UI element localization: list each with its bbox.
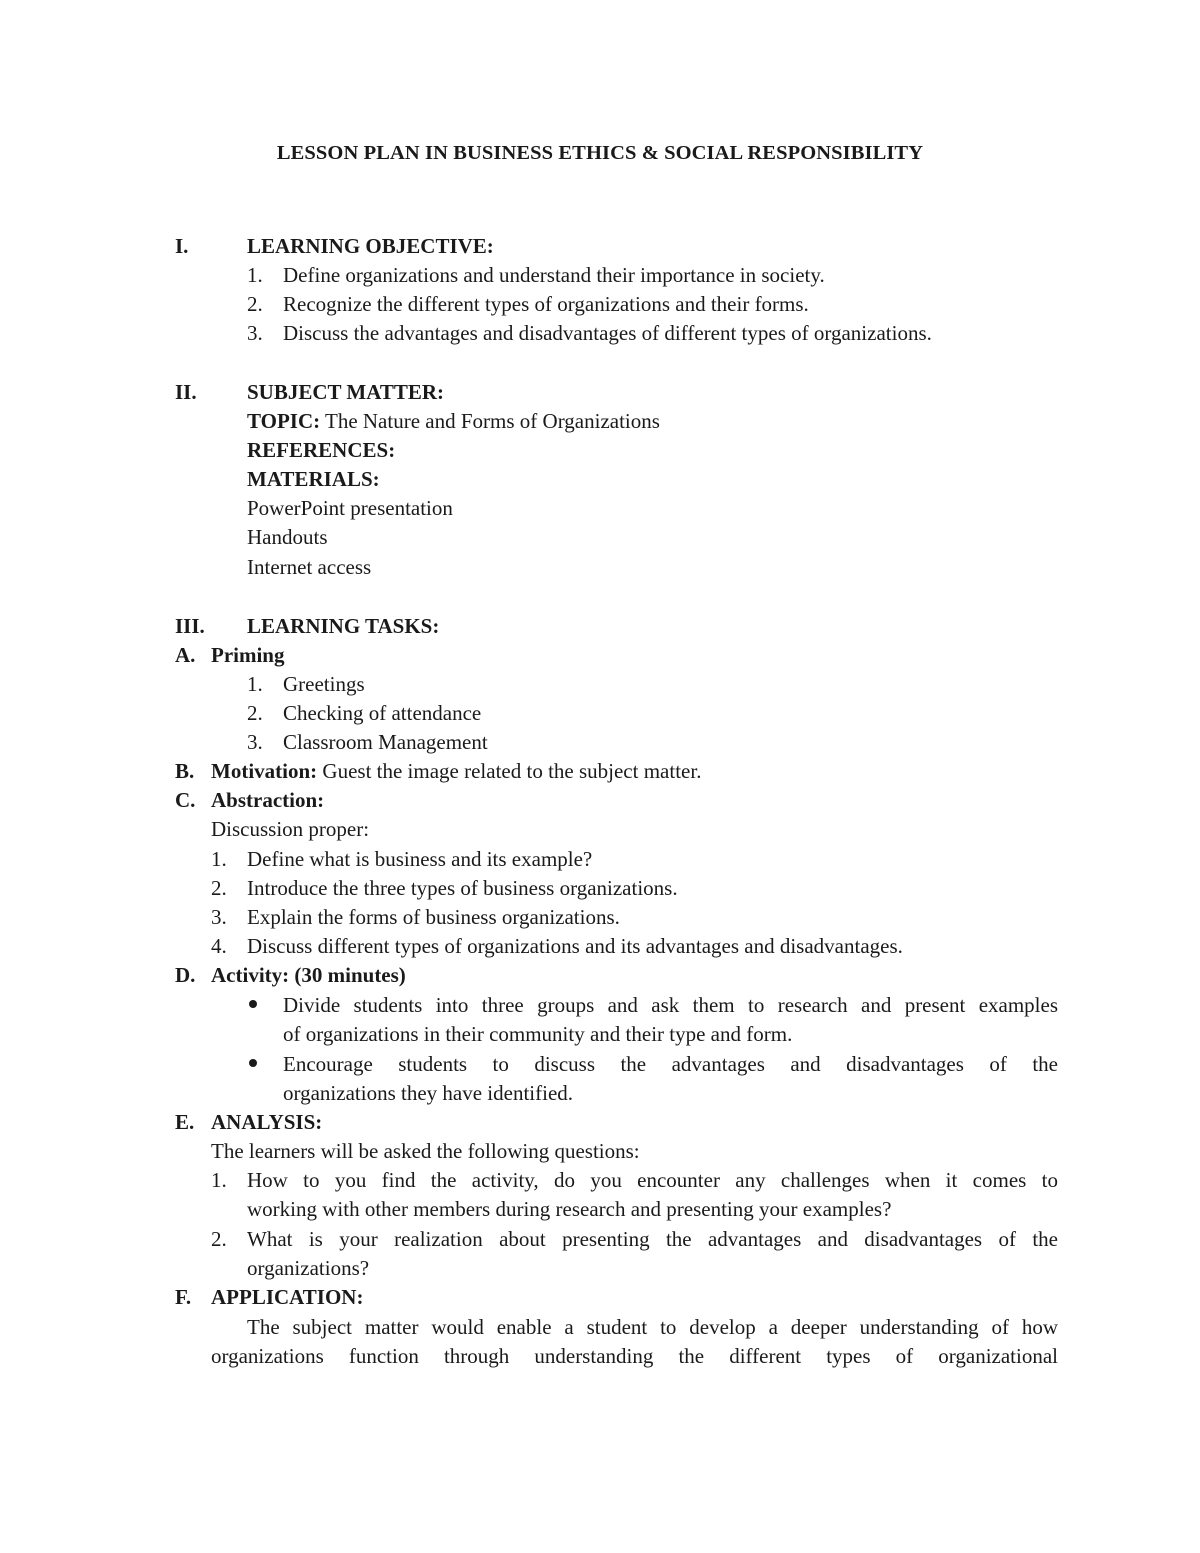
objective-1-text: Define organizations and understand their importance in society.	[283, 263, 825, 287]
priming-3-number: 3.	[247, 730, 263, 754]
task-a-heading: Priming	[211, 643, 285, 667]
objective-3-number: 3.	[247, 321, 263, 345]
abstraction-1-text: Define what is business and its example?	[247, 847, 593, 871]
analysis-1-line-2: working with other members during research and presenting your examples?	[247, 1197, 892, 1221]
activity-2-line-1: Encourage students to discuss the advantages and disadvantages of the	[283, 1052, 1058, 1076]
task-f-heading: APPLICATION:	[211, 1285, 364, 1309]
activity-2-line-2: organizations they have identified.	[283, 1081, 574, 1105]
material-item: Internet access	[247, 555, 372, 579]
task-a-letter: A.	[175, 643, 196, 667]
material-item: PowerPoint presentation	[247, 496, 453, 520]
analysis-2-line-1: What is your realization about presenting the advantages and disadvantages of the	[247, 1227, 1058, 1251]
application-line-2: organizations function through understanding the different types of organizational	[211, 1344, 1058, 1368]
objective-2-text: Recognize the different types of organizations and their forms.	[283, 292, 809, 316]
abstraction-1-number: 1.	[211, 847, 227, 871]
priming-1-text: Greetings	[283, 672, 365, 696]
task-c-heading: Abstraction:	[211, 788, 325, 812]
abstraction-3-number: 3.	[211, 905, 227, 929]
topic-line	[247, 407, 660, 435]
task-b-text: Guest the image related to the subject matter.	[317, 759, 702, 783]
abstraction-2-number: 2.	[211, 876, 227, 900]
section-3-heading: LEARNING TASKS:	[247, 614, 440, 638]
analysis-2-number: 2.	[211, 1227, 227, 1251]
priming-2-number: 2.	[247, 701, 263, 725]
materials-label: MATERIALS:	[247, 467, 380, 491]
task-e-intro: The learners will be asked the following questions:	[211, 1139, 640, 1163]
analysis-1-number: 1.	[211, 1168, 227, 1192]
task-f-letter: F.	[175, 1285, 192, 1309]
task-e-heading: ANALYSIS:	[211, 1110, 323, 1134]
abstraction-4-number: 4.	[211, 934, 227, 958]
topic-value: The Nature and Forms of Organizations	[320, 409, 660, 433]
task-c-intro: Discussion proper:	[211, 817, 370, 841]
abstraction-2-text: Introduce the three types of business organizations.	[247, 876, 678, 900]
priming-3-text: Classroom Management	[283, 730, 488, 754]
task-b-heading: Motivation:	[211, 759, 318, 783]
task-e-letter: E.	[175, 1110, 195, 1134]
priming-2-text: Checking of attendance	[283, 701, 482, 725]
material-item: Handouts	[247, 525, 328, 549]
section-1-heading: LEARNING OBJECTIVE:	[247, 234, 494, 258]
topic-label: TOPIC:	[247, 409, 321, 433]
section-1-numeral: I.	[175, 234, 189, 258]
task-d-letter: D.	[175, 963, 196, 987]
objective-1-number: 1.	[247, 263, 263, 287]
objective-3-text: Discuss the advantages and disadvantages of different types of organizations.	[283, 321, 932, 345]
bullet-icon	[249, 1059, 257, 1067]
task-b-line	[211, 757, 701, 785]
abstraction-3-text: Explain the forms of business organizations.	[247, 905, 620, 929]
activity-1-line-2: of organizations in their community and their type and form.	[283, 1022, 793, 1046]
task-b-letter: B.	[175, 759, 195, 783]
analysis-1-line-1: How to you find the activity, do you encounter any challenges when it comes to	[247, 1168, 1058, 1192]
section-2-heading: SUBJECT MATTER:	[247, 380, 445, 404]
references-label: REFERENCES:	[247, 438, 396, 462]
analysis-2-line-2: organizations?	[247, 1256, 370, 1280]
section-2-numeral: II.	[175, 380, 197, 404]
abstraction-4-text: Discuss different types of organizations and its advantages and disadvantages.	[247, 934, 903, 958]
application-line-1: The subject matter would enable a student to develop a deeper understanding of how	[247, 1315, 1058, 1339]
priming-1-number: 1.	[247, 672, 263, 696]
task-c-letter: C.	[175, 788, 196, 812]
bullet-icon	[249, 1000, 257, 1008]
activity-1-line-1: Divide students into three groups and ask them to research and present examples	[283, 993, 1058, 1017]
task-d-heading: Activity: (30 minutes)	[211, 963, 406, 987]
document-title: LESSON PLAN IN BUSINESS ETHICS & SOCIAL RESPONSIBILITY	[276, 142, 924, 164]
objective-2-number: 2.	[247, 292, 263, 316]
section-3-numeral: III.	[175, 614, 205, 638]
